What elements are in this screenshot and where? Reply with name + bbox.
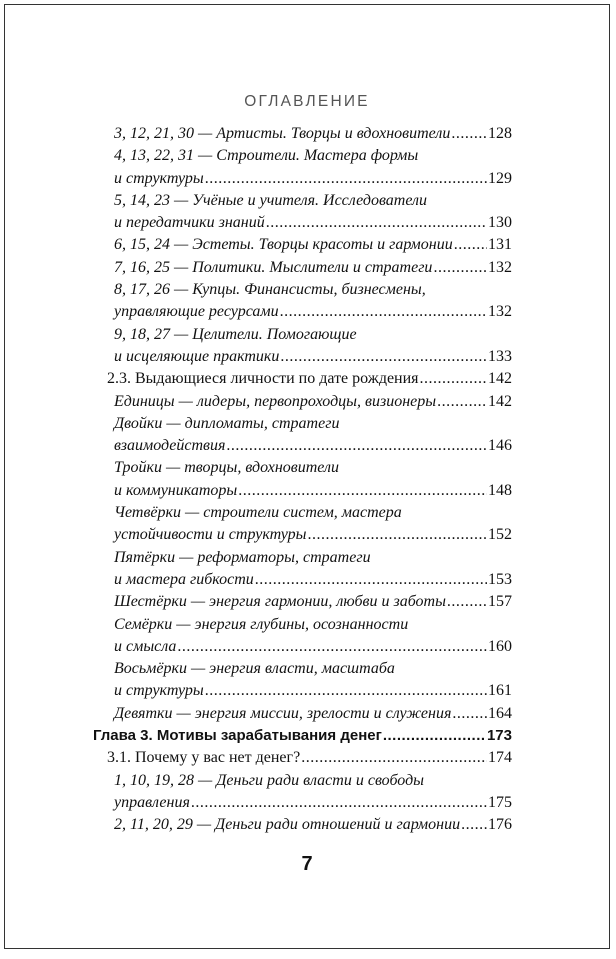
toc-entry-title-line: 7, 16, 25 — Политики. Мыслители и стратеги [114,258,433,276]
toc-entry-title-line: 4, 13, 22, 31 — Строители. Мастера формы [114,147,419,165]
dot-leader [238,480,487,502]
toc-entry-title-line: и передатчики знаний [114,214,265,232]
toc-entry[interactable] [5,145,609,190]
toc-entry[interactable] [5,614,609,659]
dot-leader [452,703,487,725]
book-page [4,4,610,949]
dot-leader [451,123,487,145]
toc-entry-title-line: и коммуникаторы [114,481,238,499]
toc-entry[interactable] [5,457,609,502]
dot-leader [437,391,487,413]
toc-entry-title-line: 5, 14, 23 — Учёные и учителя. Исследователи [114,191,428,209]
dot-leader [191,792,487,814]
toc-entry-page-number: 131 [488,236,512,254]
dot-leader [461,814,487,836]
toc-entry-page-number: 142 [488,392,512,410]
toc-entry-title-line: Четвёрки — строители систем, мастера [114,504,402,522]
toc-entry-title-line: и смысла [114,637,177,655]
dot-leader [280,301,487,323]
toc-entry-title-line: 3.1. Почему у вас нет денег? [107,749,301,767]
dot-leader [301,747,487,769]
toc-entry-page-number: 174 [488,749,512,767]
toc-entry-page-number: 146 [488,437,512,455]
toc-entry-page-number: 173 [486,727,512,745]
toc-entry-page-number: 157 [488,593,512,611]
toc-entry-title-line: 9, 18, 27 — Целители. Помогающие [114,325,357,343]
table-of-contents [5,123,609,837]
toc-entry-title-line: взаимодействия [114,437,226,455]
toc-entry-title-line: Двойки — дипломаты, стратеги [114,414,340,432]
toc-entry-page-number: 142 [488,370,512,388]
dot-leader [447,591,487,613]
toc-entry-title-line: Глава 3. Мотивы зарабатывания денег [93,727,382,745]
dot-leader [307,524,487,546]
toc-entry-title-line: Девятки — энергия миссии, зрелости и служения [114,704,452,722]
toc-entry-title-line: 8, 17, 26 — Купцы. Финансисты, бизнесмены, [114,281,426,299]
toc-entry-page-number: 164 [488,704,512,722]
dot-leader [255,569,487,591]
toc-entry[interactable] [5,703,609,725]
toc-entry-page-number: 160 [488,637,512,655]
dot-leader [433,257,487,279]
toc-entry-title-line: и исцеляющие практики [114,347,280,365]
toc-entry-title-line: Тройки — творцы, вдохновители [114,459,339,477]
dot-leader [205,680,487,702]
toc-entry-title-line: Восьмёрки — энергия власти, масштаба [114,660,395,678]
toc-entry-title-line: Пятёрки — реформаторы, стратеги [114,548,371,566]
toc-entry-title-line: Единицы — лидеры, первопроходцы, визионеры [114,392,437,410]
toc-entry-page-number: 153 [488,570,512,588]
toc-entry-page-number: 148 [488,481,512,499]
toc-entry[interactable] [5,591,609,613]
toc-entry-page-number: 128 [488,125,512,142]
toc-entry-title-line: 6, 15, 24 — Эстеты. Творцы красоты и гармонии [114,236,453,254]
toc-entry-page-number: 175 [488,793,512,811]
toc-entry-page-number: 130 [488,214,512,232]
toc-entry[interactable] [5,413,609,458]
toc-entry[interactable] [5,324,609,369]
toc-entry-title-line: 3, 12, 21, 30 — Артисты. Творцы и вдохновители [114,125,451,142]
toc-entry-page-number: 132 [488,303,512,321]
toc-entry-title-line: Семёрки — энергия глубины, осознанности [114,615,409,633]
toc-entry-page-number: 129 [488,169,512,187]
dot-leader [266,212,487,234]
dot-leader [280,346,487,368]
dot-leader [383,725,486,747]
dot-leader [205,168,487,190]
page-number: 7 [301,853,313,875]
toc-entry-title-line: Шестёрки — энергия гармонии, любви и заботы [114,593,446,611]
toc-entry[interactable] [5,502,609,547]
toc-entry[interactable] [5,814,609,836]
toc-entry-title-line: и мастера гибкости [114,570,254,588]
toc-entry-page-number: 176 [488,816,512,834]
toc-entry-title-line: устойчивости и структуры [114,526,307,544]
toc-entry-title-line: и структуры [114,169,204,187]
toc-entry[interactable] [5,123,609,145]
dot-leader [454,234,487,256]
toc-heading: ОГЛАВЛЕНИЕ [244,93,370,110]
dot-leader [226,435,487,457]
toc-entry[interactable] [5,658,609,703]
dot-leader [420,368,487,390]
toc-entry-title-line: 1, 10, 19, 28 — Деньги ради власти и свободы [114,771,425,789]
toc-entry-page-number: 133 [488,347,512,365]
toc-entry[interactable] [5,368,609,390]
toc-entry[interactable] [5,770,609,815]
toc-entry-page-number: 161 [488,682,512,700]
toc-entry-title-line: 2, 11, 20, 29 — Деньги ради отношений и гармонии [114,816,461,834]
toc-entry-title-line: 2.3. Выдающиеся личности по дате рождения [107,370,419,388]
toc-entry-title-line: управления [114,793,190,811]
toc-entry-title-line: управляющие ресурсами [114,303,279,321]
toc-entry-title-line: и структуры [114,682,204,700]
toc-entry[interactable] [5,747,609,769]
toc-entry[interactable] [5,190,609,235]
toc-entry[interactable] [5,391,609,413]
toc-entry[interactable] [5,547,609,592]
toc-entry[interactable] [5,279,609,324]
toc-entry[interactable] [5,234,609,256]
dot-leader [177,636,487,658]
toc-entry-page-number: 152 [488,526,512,544]
toc-entry-page-number: 132 [488,258,512,276]
toc-entry[interactable] [5,257,609,279]
toc-entry[interactable] [5,725,609,747]
